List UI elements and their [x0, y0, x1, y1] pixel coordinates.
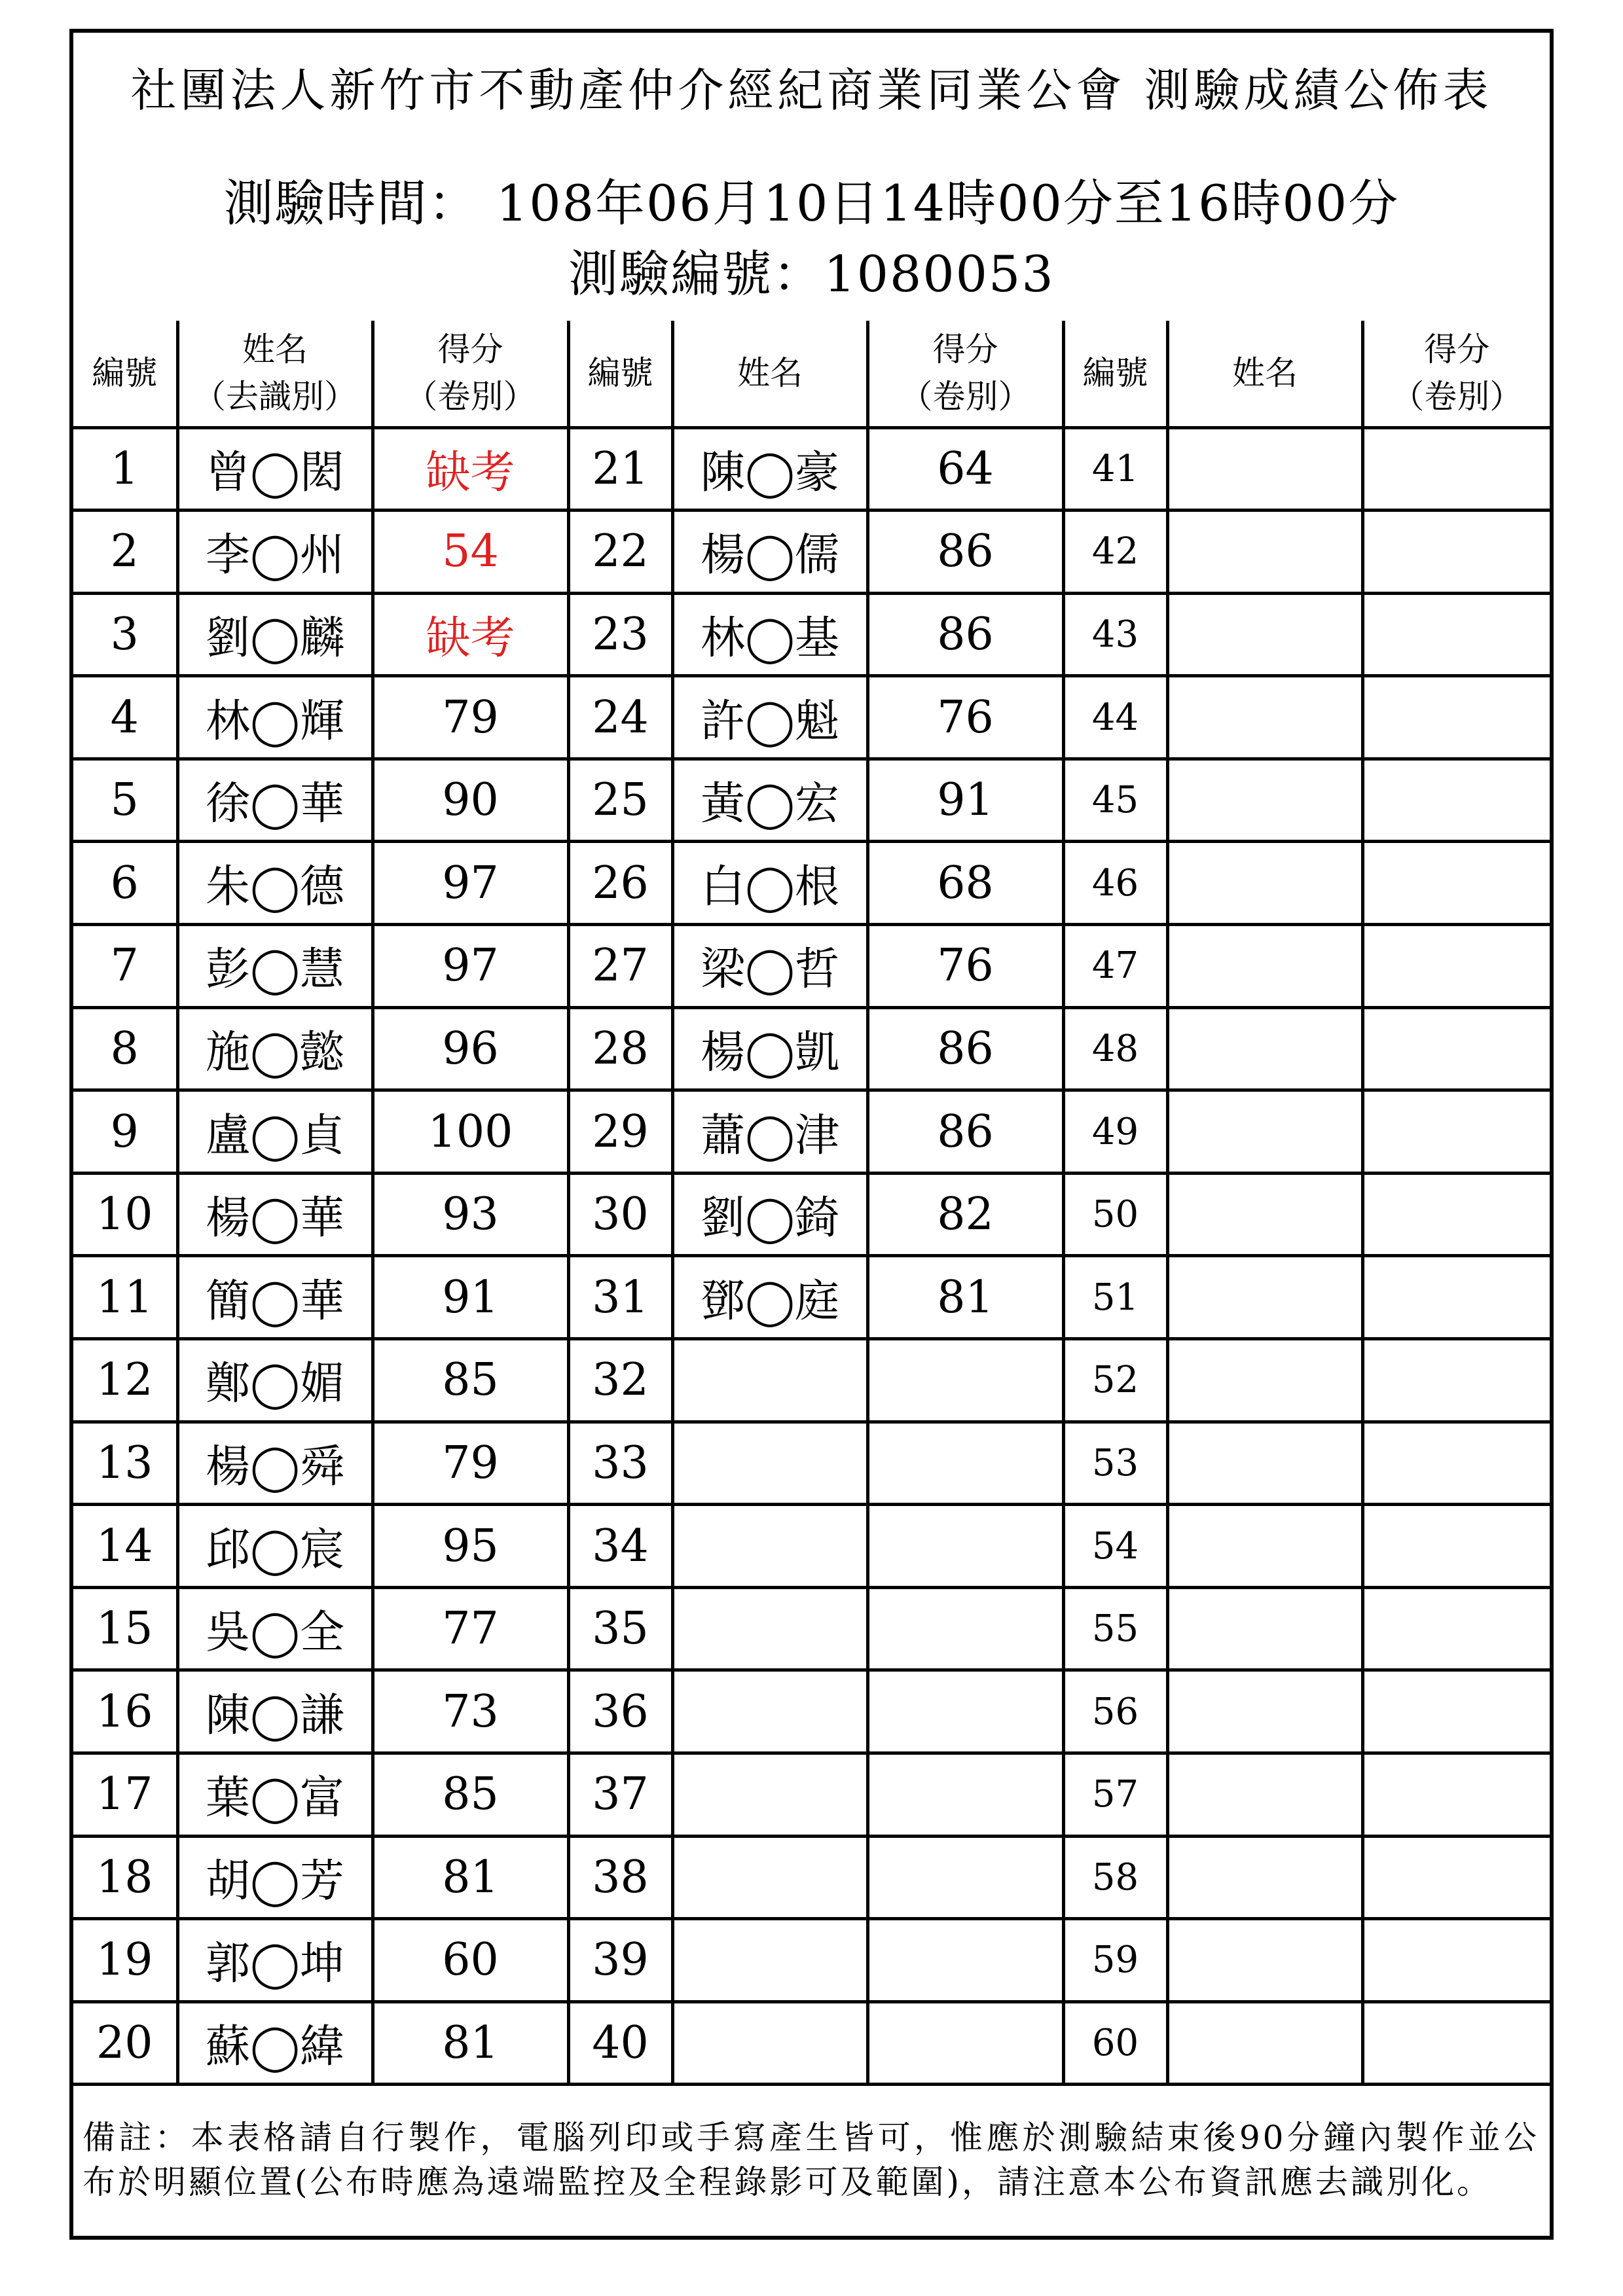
row-number: 29 — [568, 1090, 672, 1174]
row-number: 1 — [73, 427, 177, 511]
row-number: 17 — [73, 1753, 177, 1837]
row-number: 39 — [568, 1919, 672, 2002]
candidate-score — [1362, 1173, 1550, 1256]
row-number: 8 — [73, 1007, 177, 1090]
candidate-score — [1362, 1422, 1550, 1505]
candidate-name — [1167, 593, 1362, 676]
row-number: 41 — [1063, 427, 1167, 511]
table-row — [73, 1753, 1550, 1837]
table-row — [73, 759, 1550, 842]
sheet-header — [73, 33, 1550, 321]
candidate-name: 梁◯哲 — [672, 925, 867, 1008]
candidate-name — [1167, 1670, 1362, 1753]
row-number: 47 — [1063, 925, 1167, 1008]
table-row — [73, 925, 1550, 1008]
candidate-name: 葉◯富 — [177, 1753, 373, 1837]
candidate-name: 吳◯全 — [177, 1587, 373, 1670]
candidate-score: 85 — [373, 1339, 568, 1422]
row-number: 24 — [568, 676, 672, 759]
table-row — [73, 1587, 1550, 1670]
footnote: 備註：本表格請自行製作，電腦列印或手寫產生皆可，惟應於測驗結束後90分鐘內製作並公布於明顯位置(公布時應為遠端監控及全程錄影可及範圍)，請注意本公布資訊應去識別化。 — [82, 2119, 1539, 2201]
score-sheet — [69, 29, 1554, 2240]
candidate-score: 79 — [373, 1422, 568, 1505]
row-number: 4 — [73, 676, 177, 759]
row-number: 2 — [73, 511, 177, 594]
row-number: 38 — [568, 1836, 672, 1919]
row-number: 3 — [73, 593, 177, 676]
row-number: 54 — [1063, 1505, 1167, 1588]
candidate-name: 施◯懿 — [177, 1007, 373, 1090]
candidate-name — [672, 1753, 867, 1837]
candidate-score: 86 — [867, 593, 1063, 676]
candidate-score — [1362, 1836, 1550, 1919]
col-header-number: 編號 — [568, 321, 672, 427]
col-header-score-sub: （卷別） — [405, 378, 536, 416]
col-header-score-main: 得分 — [932, 331, 998, 369]
col-header-name: 姓名 — [672, 321, 867, 427]
candidate-score — [1362, 1090, 1550, 1174]
candidate-score: 60 — [373, 1919, 568, 2002]
row-number: 52 — [1063, 1339, 1167, 1422]
row-number: 12 — [73, 1339, 177, 1422]
candidate-score: 64 — [867, 427, 1063, 511]
candidate-name — [1167, 1422, 1362, 1505]
candidate-score: 97 — [373, 925, 568, 1008]
candidate-name: 簡◯華 — [177, 1256, 373, 1339]
candidate-name: 胡◯芳 — [177, 1836, 373, 1919]
candidate-name: 劉◯錡 — [672, 1173, 867, 1256]
col-header-name-sub: （去識別） — [193, 378, 357, 416]
candidate-score: 79 — [373, 676, 568, 759]
table-row — [73, 427, 1550, 511]
row-number: 5 — [73, 759, 177, 842]
candidate-score: 54 — [373, 511, 568, 594]
candidate-name — [672, 1836, 867, 1919]
candidate-name — [1167, 1007, 1362, 1090]
candidate-score: 73 — [373, 1670, 568, 1753]
row-number: 16 — [73, 1670, 177, 1753]
candidate-score — [1362, 2001, 1550, 2085]
row-number: 46 — [1063, 842, 1167, 925]
candidate-name — [1167, 427, 1362, 511]
candidate-name: 白◯根 — [672, 842, 867, 925]
candidate-name — [1167, 1256, 1362, 1339]
candidate-name — [1167, 2001, 1362, 2085]
candidate-name — [1167, 676, 1362, 759]
candidate-score: 缺考 — [373, 593, 568, 676]
table-row — [73, 842, 1550, 925]
candidate-name — [1167, 925, 1362, 1008]
candidate-score: 90 — [373, 759, 568, 842]
row-number: 31 — [568, 1256, 672, 1339]
row-number: 14 — [73, 1505, 177, 1588]
candidate-score: 76 — [867, 676, 1063, 759]
row-number: 56 — [1063, 1670, 1167, 1753]
col-header-number: 編號 — [73, 321, 177, 427]
candidate-score: 95 — [373, 1505, 568, 1588]
candidate-name: 黃◯宏 — [672, 759, 867, 842]
candidate-name — [672, 1505, 867, 1588]
table-row — [73, 1670, 1550, 1753]
candidate-name — [672, 2001, 867, 2085]
candidate-name — [1167, 1339, 1362, 1422]
row-number: 19 — [73, 1919, 177, 2002]
table-row — [73, 676, 1550, 759]
candidate-score — [867, 1670, 1063, 1753]
row-number: 59 — [1063, 1919, 1167, 2002]
candidate-name: 蘇◯緯 — [177, 2001, 373, 2085]
table-row — [73, 511, 1550, 594]
candidate-name — [1167, 1836, 1362, 1919]
candidate-score: 86 — [867, 511, 1063, 594]
row-number: 43 — [1063, 593, 1167, 676]
candidate-name: 曾◯閎 — [177, 427, 373, 511]
candidate-name — [1167, 511, 1362, 594]
row-number: 22 — [568, 511, 672, 594]
row-number: 18 — [73, 1836, 177, 1919]
col-header-score — [373, 321, 568, 427]
candidate-score — [1362, 1670, 1550, 1753]
table-row — [73, 1505, 1550, 1588]
candidate-score — [867, 1422, 1063, 1505]
row-number: 42 — [1063, 511, 1167, 594]
row-number: 23 — [568, 593, 672, 676]
score-table-body — [73, 321, 1550, 2085]
candidate-name: 李◯州 — [177, 511, 373, 594]
row-number: 50 — [1063, 1173, 1167, 1256]
row-number: 9 — [73, 1090, 177, 1174]
candidate-name — [1167, 1090, 1362, 1174]
candidate-name — [1167, 759, 1362, 842]
candidate-score: 85 — [373, 1753, 568, 1837]
candidate-score — [867, 1836, 1063, 1919]
candidate-score — [1362, 511, 1550, 594]
row-number: 55 — [1063, 1587, 1167, 1670]
candidate-score: 100 — [373, 1090, 568, 1174]
row-number: 53 — [1063, 1422, 1167, 1505]
candidate-name — [1167, 1919, 1362, 2002]
col-header-number: 編號 — [1063, 321, 1167, 427]
candidate-score — [1362, 1753, 1550, 1837]
candidate-name: 林◯輝 — [177, 676, 373, 759]
row-number: 11 — [73, 1256, 177, 1339]
row-number: 10 — [73, 1173, 177, 1256]
row-number: 32 — [568, 1339, 672, 1422]
candidate-name — [672, 1919, 867, 2002]
table-row — [73, 593, 1550, 676]
row-number: 37 — [568, 1753, 672, 1837]
row-number: 45 — [1063, 759, 1167, 842]
table-row — [73, 1007, 1550, 1090]
candidate-name: 彭◯慧 — [177, 925, 373, 1008]
row-number: 51 — [1063, 1256, 1167, 1339]
candidate-score — [867, 1919, 1063, 2002]
score-table — [73, 321, 1550, 2086]
candidate-score: 91 — [373, 1256, 568, 1339]
candidate-name: 陳◯豪 — [672, 427, 867, 511]
candidate-score: 81 — [867, 1256, 1063, 1339]
candidate-name: 鄧◯庭 — [672, 1256, 867, 1339]
candidate-score: 缺考 — [373, 427, 568, 511]
candidate-score — [1362, 1919, 1550, 2002]
candidate-name: 楊◯舜 — [177, 1422, 373, 1505]
candidate-score: 93 — [373, 1173, 568, 1256]
candidate-score — [1362, 1339, 1550, 1422]
row-number: 49 — [1063, 1090, 1167, 1174]
candidate-score: 91 — [867, 759, 1063, 842]
candidate-name — [1167, 842, 1362, 925]
candidate-name: 郭◯坤 — [177, 1919, 373, 2002]
candidate-score: 68 — [867, 842, 1063, 925]
candidate-score — [1362, 1256, 1550, 1339]
candidate-name — [672, 1587, 867, 1670]
table-row — [73, 1422, 1550, 1505]
col-header-name: 姓名 — [1167, 321, 1362, 427]
table-row — [73, 1090, 1550, 1174]
candidate-score — [867, 1753, 1063, 1837]
row-number: 36 — [568, 1670, 672, 1753]
col-header-score — [867, 321, 1063, 427]
candidate-score — [1362, 1007, 1550, 1090]
candidate-name — [672, 1422, 867, 1505]
table-row — [73, 2001, 1550, 2085]
row-number: 21 — [568, 427, 672, 511]
candidate-name — [672, 1339, 867, 1422]
exam-id: 測驗編號：1080053 — [568, 245, 1055, 303]
candidate-name — [1167, 1587, 1362, 1670]
row-number: 34 — [568, 1505, 672, 1588]
candidate-name: 朱◯德 — [177, 842, 373, 925]
candidate-score — [867, 1339, 1063, 1422]
candidate-score: 76 — [867, 925, 1063, 1008]
candidate-score — [1362, 925, 1550, 1008]
row-number: 40 — [568, 2001, 672, 2085]
candidate-name: 邱◯宸 — [177, 1505, 373, 1588]
candidate-name: 林◯基 — [672, 593, 867, 676]
candidate-score: 86 — [867, 1090, 1063, 1174]
row-number: 26 — [568, 842, 672, 925]
candidate-name: 陳◯謙 — [177, 1670, 373, 1753]
candidate-score — [867, 2001, 1063, 2085]
candidate-score — [1362, 842, 1550, 925]
row-number: 15 — [73, 1587, 177, 1670]
row-number: 58 — [1063, 1836, 1167, 1919]
candidate-name: 鄭◯媚 — [177, 1339, 373, 1422]
candidate-name: 許◯魁 — [672, 676, 867, 759]
candidate-name — [1167, 1173, 1362, 1256]
table-row — [73, 1836, 1550, 1919]
row-number: 13 — [73, 1422, 177, 1505]
candidate-score — [1362, 759, 1550, 842]
candidate-score: 81 — [373, 2001, 568, 2085]
page-title: 社團法人新竹市不動產仲介經紀商業同業公會 測驗成績公佈表 — [130, 63, 1493, 117]
candidate-score: 82 — [867, 1173, 1063, 1256]
candidate-score — [867, 1587, 1063, 1670]
table-header-row — [73, 321, 1550, 427]
candidate-score — [867, 1505, 1063, 1588]
candidate-score: 81 — [373, 1836, 568, 1919]
candidate-name: 劉◯麟 — [177, 593, 373, 676]
row-number: 25 — [568, 759, 672, 842]
candidate-name — [1167, 1505, 1362, 1588]
candidate-score — [1362, 1505, 1550, 1588]
row-number: 20 — [73, 2001, 177, 2085]
candidate-score — [1362, 593, 1550, 676]
candidate-score — [1362, 1587, 1550, 1670]
candidate-score: 97 — [373, 842, 568, 925]
row-number: 48 — [1063, 1007, 1167, 1090]
candidate-score: 86 — [867, 1007, 1063, 1090]
candidate-score — [1362, 676, 1550, 759]
candidate-name: 蕭◯津 — [672, 1090, 867, 1174]
table-row — [73, 1339, 1550, 1422]
candidate-name: 楊◯儒 — [672, 511, 867, 594]
col-header-name — [177, 321, 373, 427]
candidate-name: 楊◯華 — [177, 1173, 373, 1256]
row-number: 27 — [568, 925, 672, 1008]
row-number: 57 — [1063, 1753, 1167, 1837]
col-header-score-sub: （卷別） — [900, 378, 1031, 416]
col-header-score-main: 得分 — [437, 331, 503, 369]
row-number: 28 — [568, 1007, 672, 1090]
table-row — [73, 1173, 1550, 1256]
candidate-name: 徐◯華 — [177, 759, 373, 842]
row-number: 30 — [568, 1173, 672, 1256]
candidate-score: 77 — [373, 1587, 568, 1670]
row-number: 35 — [568, 1587, 672, 1670]
col-header-score — [1362, 321, 1550, 427]
candidate-score: 96 — [373, 1007, 568, 1090]
exam-time: 測驗時間： 108年06月10日14時00分至16時00分 — [223, 174, 1400, 232]
table-row — [73, 1919, 1550, 2002]
col-header-score-main: 得分 — [1424, 331, 1490, 369]
row-number: 44 — [1063, 676, 1167, 759]
candidate-name — [1167, 1753, 1362, 1837]
col-header-score-sub: （卷別） — [1391, 378, 1523, 416]
col-header-name-main: 姓名 — [242, 331, 308, 369]
candidate-name — [672, 1670, 867, 1753]
candidate-score — [1362, 427, 1550, 511]
row-number: 6 — [73, 842, 177, 925]
candidate-name: 楊◯凱 — [672, 1007, 867, 1090]
row-number: 60 — [1063, 2001, 1167, 2085]
row-number: 7 — [73, 925, 177, 1008]
row-number: 33 — [568, 1422, 672, 1505]
candidate-name: 盧◯貞 — [177, 1090, 373, 1174]
table-row — [73, 1256, 1550, 1339]
